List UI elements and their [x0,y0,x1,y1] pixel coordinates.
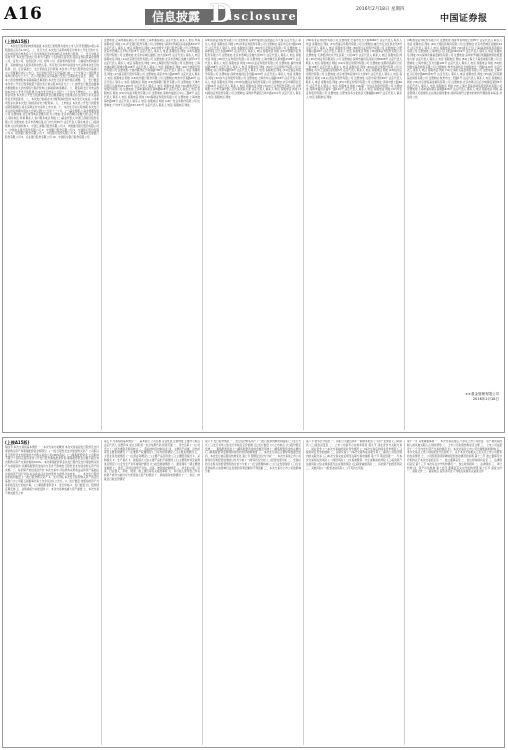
column-text: 第八节 财务会计信息 一、标的公司最近两年一期财务报表 (一)资产负债表 (二)利润表 (三)现金流量表 二、上市公司备考合并财务报表 第九节 同业竞争与关联交易 一、同业竞争 (一)本次交易前的同业竞争情况 (二)本次交易后的同业竞争情况 (三)避免同业竞争的措施 二、关联交易 (一)本次交易构成关联交易 (二)标的公司报告期内的关联交易 (三)本次交易完成后规范关联交易的措施 第十节 风险因素 一、与本次交易相关的风险 (一)审批风险 (二)交易被暂停、中止或取消的风险 (三)标的资产估值风险 (四)业绩承诺无法实现的风险 (五)商誉减值风险 二、标的资产的经营风险 三、其他风险 (一)股价波动风险 (二)不可抗力风险 [306,440,402,470]
upper-column-4 [306,39,402,429]
lower-announcement [2,437,505,748]
column-divider [202,440,203,745]
lower-column-3 [205,440,301,745]
lower-column-2 [104,440,200,745]
column-text: 第六节 发行股份情况 一、发行股份购买资产 (一)发行股票的种类和面值 (二)发行方式 (三)发行对象 (四)发行价格及定价依据 (五)发行数量 (六)上市地点 (七)股份锁定安排 二、募集配套资金 (一)募集配套资金的金额及用途 (二)募集配套资金的必要性 (三)募集配套资金管理和使用的内部控制制度 三、本次发行前后主要财务数据比较 四、本次发行前后股权结构变化 第七节 管理层讨论与分析 一、本次交易前上市公司财务状况和经营成果的讨论与分析 (一)财务状况分析 (二)经营成果分析 二、交易标的行业特点和经营情况的讨论与分析 (一)行业管理体制 (二)行业发展现状 (三)行业竞争格局 (四)影响行业发展的有利因素和不利因素 三、本次交易对上市公司的影响分析 [205,440,301,474]
column-divider [303,39,304,430]
masthead [0,0,508,30]
column-divider [101,440,102,745]
lower-column-5 [407,440,502,745]
column-text: 第五节 交易标的基本情况 一、基本信息 公司名称 企业性质 注册地址 主要办公地点 法定代表人 注册资本 成立日期 统一社会信用代码 经营范围 二、历史沿革 (一)公司设立 (二)历次增资及股权转让 三、股权结构及控制关系 四、主要资产权属、对外担保及主要负债情况 (一)主要资产权属情况 (二)对外担保情况 (三)主要负债情况 五、主营业务发展情况 (一)主营业务概况 (二)主要产品及用途 (三)主要经营模式 1、采购模式 2、生产模式 3、销售模式 (四)主要产品的产销情况 (五)主要原材料及能源供应情况 (六)安全生产及环境保护情况 (七)质量控制情况 六、最近两年一期主要财务数据 七、最近三年进行的资产评估、交易、增资或改制情况 八、涉及的立项、环保、行业准入、用地、规划、施工建设等有关报批事项 九、许可他人使用自己所有的资产或作为被许可方使用他人资产的情况 十、债权债务转移情况 十一、诉讼、仲裁及行政处罚情况 [104,440,200,481]
issue-date: 2016年2月18日 星期四 [356,7,405,12]
column-divider [404,39,405,430]
column-text: (36)东北证券股份有限公司 注册地址:长春市生态大街6666号 法定代表人 联系人 电话 客服电话 网址 (37)西南证券股份有限公司 注册地址:重庆市江北区桥北苑8号 法定代表人 联系人 电话 客服电话 网址 (38)国元证券股份有限公司 注册地址:合肥市梅山路18号 法定代表人 联系人 电话 客服电话 网址 (39)渤海证券股份有限公司 注册地址:天津经济技术开发区第二大街42号 法定代表人 联系人 电话 客服电话 网址 (40)长城证券有限责任公司 注册地址:深圳市福田区深南大道6008号 法定代表人 联系人 电话 客服电话 网址 (41)华西证券股份有限公司 注册地址:成都市高新区天府二街198号 法定代表人 联系人 电话 客服电话 网址 (42)东吴证券股份有限公司 注册地址:苏州工业园区星阳街5号 法定代表人 联系人 电话 客服电话 网址 (43)信达证券股份有限公司 注册地址:北京市西城区闹市口大街9号 法定代表人 联系人 电话 客服电话 网址 (44)山西证券股份有限公司 注册地址:太原市府西街69号 法定代表人 联系人 电话 客服电话 网址 (45)中泰证券股份有限公司 注册地址:济南市经七路86号 法定代表人 联系人 电话 客服电话 网址 (46)第一创业证券股份有限公司 注册地址:深圳市福田区福华一路115号 法定代表人 联系人 电话 客服电话 网址 (47)华安证券股份有限公司 注册地址:合肥市政务文化新区天鹅湖路198号 法定代表人 联系人 电话 客服电话 网址 [306,39,402,99]
column-text: 第四节 本次交易的基本情况 一、本次交易方案概述 本次交易包括发行股份及支付现金购买资产和募集配套资金两部分。(一)发行股份及支付现金购买资产 公司拟以发行股份及支付现金的方式购买标的公司100%股权。(二)募集配套资金 公司拟向不超过十名特定投资者非公开发行股份募集配套资金,募集配套资金总额不超过本次拟购买资产交易价格的100%。本次募集配套资金以发行股份及支付现金购买资产为前提条件,但募集配套资金成功与否并不影响发行股份及支付现金购买资产的实施。二、标的资产的估值及作价 本次交易中,评估机构采用收益法和资产基础法对标的资产进行评估,并以收益法评估结果作为最终评估结论。三、本次发行股份的价格和数量 (一)发行股份购买资产 1、发行价格 本次发行股份购买资产的定价基准日为公司第五届董事会第十次会议决议公告日。2、发行数量 按照标的资产交易价格及发行价格计算。(二)募集配套资金 1、发行价格 2、发行数量 四、股份锁定期安排 五、业绩承诺与补偿安排 六、本次交易构成重大资产重组 七、本次交易不构成借壳上市 [5,446,99,495]
announcement-signature [407,392,499,402]
column-heading: (上接A15版) [5,39,30,44]
upper-column-2 [104,39,200,429]
upper-announcement [2,36,505,433]
masthead-rule [2,29,506,30]
issuer-name: ××基金管理有限公司 [465,392,499,396]
column-divider [101,39,102,430]
column-text: (24)招商证券股份有限公司 注册地址:深圳市福田区益田路江苏大厦 法定代表人 联系人 电话 客服电话 网址 (25)华泰证券股份有限公司 注册地址:南京市江东中路228号 法定代表人 联系人 电话 客服电话 网址 (26)申万宏源证券有限公司 注册地址:上海市徐汇区长乐路989号 法定代表人 联系人 电话 客服电话 网址 (27)中国银河证券股份有限公司 注册地址:北京市西城区金融大街35号 法定代表人 联系人 电话 客服电话 网址 (28)光大证券股份有限公司 注册地址:上海市静安区新闸路1508号 法定代表人 联系人 电话 客服电话 网址 (29)兴业证券股份有限公司 注册地址:福州市湖东路268号 法定代表人 联系人 电话 客服电话 网址 (30)长江证券股份有限公司 注册地址:武汉市新华路特8号 法定代表人 联系人 电话 客服电话 网址 (31)安信证券股份有限公司 注册地址:深圳市福田区金田路4018号 法定代表人 联系人 电话 客服电话 网址 (32)东方证券股份有限公司 注册地址:上海市中山南路318号 法定代表人 联系人 电话 客服电话 网址 (33)中信建投证券股份有限公司 注册地址:北京市朝阳区安立路66号 法定代表人 联系人 电话 客服电话 网址 (34)方正证券股份有限公司 注册地址:长沙市芙蓉中路二段华侨国际大厦 法定代表人 联系人 电话 客服电话 网址 (35)国信证券股份有限公司 注册地址:深圳市罗湖区红岭中路1012号 法定代表人 联系人 电话 客服电话 网址 [205,39,301,99]
section-title-en: isclosure [228,10,298,23]
section-title-initial: D [210,0,232,28]
column-heading: (上接A15版) [5,440,30,445]
column-text: 第十一节 其他重要事项 一、本次交易完成后,不存在上市公司资金、资产被实际控制人或其他关联人占用的情形 二、上市公司负债结构是否合理 三、上市公司在最近十二个月内发生资产交易的情况 四、本次交易对上市公司治理机制的影响 五、本次交易后上市公司的现金分红政策 六、关于本次交易相关人员买卖上市公司股票的自查情况 七、公司股票连续停牌前股价波动情况的说明 第十二节 独立董事及中介机构关于本次交易的意见 一、独立董事意见 二、独立财务顾问意见 三、法律顾问意见 第十三节 本次有关中介机构情况 一、独立财务顾问 二、法律顾问 三、审计机构 四、资产评估机构 第十四节 董事及有关中介机构声明 第十五节 备查文件 一、备查文件 二、备查地点 投资者可在下列地点查阅有关备查文件 [407,440,502,474]
upper-column-3 [205,39,301,429]
upper-column-5 [407,39,502,379]
column-text: 一、本次发行股票的种类和面值 本次发行的股票为境内上市人民币普通股(A股),每股面值人民币1.00元。二、发行方式 本次发行采用向特定对象非公开发行的方式,在中国证监会核准后六个月内选择适当时机向特定对象发行股票。三、发行对象及认购方式 本次发行的发行对象为不超过十名的特定投资者,包括证券投资基金管理公司、证券公司、信托投资公司、财务公司、保险机构投资者、合格境外机构投资者、其他境内法人投资者和自然人等。所有发行对象均以现金方式认购本次发行的股票。四、定价基准日、发行价格及定价原则 本次非公开发行股票的定价基准日为公司董事会决议公告日。发行价格不低于定价基准日前二十个交易日公司股票交易均价的百分之九十。若公司股票在定价基准日至发行日期间发生派息、送股、资本公积金转增股本等除权除息事项的,本次发行底价将作相应调整。五、发行数量 本次非公开发行股票数量不超过发行前总股本的百分之二十,最终发行数量由董事会根据股东大会的授权与保荐机构(主承销商)协商确定。六、限售期 发行对象认购的本次非公开发行的股票,自本次发行结束之日起十二个月内不得转让。七、募集资金用途 本次非公开发行股票募集资金总额扣除发行费用后将全部用于补充流动资金及项目建设。八、本次发行前滚存未分配利润的安排 本次发行完成后,公司新老股东共享本次发行前的滚存未分配利润。九、上市地点 本次非公开发行的股票在限售期满后,将在深圳证券交易所上市交易。十、本次发行决议有效期 本次发行决议的有效期为股东大会审议通过之日起十二个月。(一)基金管理人:基金管理有限公司 注册地址:北京市西城区金融大街 办公地址:北京市西城区金融大街 法定代表人 联系电话 传真 联系人 客户服务电话 网址 (二)基金托管人:中国工商银行股份有限公司 注册地址:北京市西城区复兴门内大街55号 法定代表人 联系电话 (三)直销机构 (四)代销机构 1、中国工商银行股份有限公司 2、中国建设银行股份有限公司 3、中国农业银行股份有限公司 4、中国银行股份有限公司 5、交通银行股份有限公司 6、招商银行股份有限公司 7、中信银行股份有限公司 8、上海浦东发展银行股份有限公司 9、兴业银行股份有限公司 10、中国民生银行股份有限公司 [5,45,99,140]
newspaper-name: 中国证券报 [440,14,488,24]
page-number: A16 [4,4,43,24]
signature-date: 2016年2月18日 [472,397,499,401]
lower-column-4 [306,440,402,745]
column-divider [202,39,203,430]
upper-column-1 [5,39,99,429]
column-divider [303,440,304,745]
section-title-cn: 信息披露 [152,10,201,24]
column-divider [404,440,405,745]
column-text: 注册地址:上海市浦东新区 办公地址:上海市浦东新区 法定代表人 联系人 电话 传真 客服电话 网址 (11)平安银行股份有限公司 注册地址:深圳市罗湖区深南东路5047号 法定代表人 联系人 电话 客服电话 网址 (12)中国光大银行股份有限公司 注册地址:北京市西城区太平桥大街25号 法定代表人 联系人 电话 客服电话 网址 (13)华夏银行股份有限公司 注册地址:北京市东城区建国门内大街22号 法定代表人 联系人 电话 客服电话 网址 (14)北京银行股份有限公司 注册地址:北京市西城区金融大街甲17号 法定代表人 联系人 电话 客服电话 网址 (15)上海银行股份有限公司 注册地址:上海市浦东新区银城中路168号 法定代表人 联系人 电话 客服电话 网址 (16)宁波银行股份有限公司 注册地址:宁波市鄞州区宁南南路700号 法定代表人 联系人 电话 客服电话 网址 (17)南京银行股份有限公司 注册地址:南京市中山路288号 法定代表人 联系人 电话 客服电话 网址 (18)杭州银行股份有限公司 注册地址:杭州市庆春路46号 法定代表人 联系人 电话 客服电话 网址 (19)渤海银行股份有限公司 注册地址:天津市河西区马场道201-205号 法定代表人 联系人 电话 客服电话 网址 (20)国泰君安证券股份有限公司 注册地址:上海市浦东新区商城路618号 法定代表人 联系人 电话 客服电话 网址 (21)中信证券股份有限公司 注册地址:深圳市福田区中心三路8号 法定代表人 联系人 电话 客服电话 网址 (22)海通证券股份有限公司 注册地址:上海市淮海中路98号 法定代表人 联系人 电话 客服电话 网址 (23)广发证券股份有限公司 注册地址:广州市天河北路183-187号 法定代表人 联系人 电话 客服电话 网址 [104,39,200,107]
column-text: (48)国金证券股份有限公司 注册地址:成都市东城根上街95号 法定代表人 联系人 电话 客服电话 网址 (49)天相投资顾问有限公司 注册地址:北京市西城区金融街19号 法定代表人 联系人 电话 客服电话 网址 (50)诺亚正行(上海)基金销售投资顾问有限公司 注册地址:上海市虹口区飞虹路360弄9号 法定代表人 联系人 电话 客服电话 网址 (51)深圳众禄基金销售有限公司 注册地址:深圳市罗湖区梨园路物资控股置地大厦 法定代表人 联系人 电话 客服电话 网址 (52)上海天天基金销售有限公司 注册地址:上海市徐汇区龙田路190号 法定代表人 联系人 电话 客服电话 网址 (53)杭州数米基金销售有限公司 注册地址:杭州市余杭区仓前街道文一西路1218号 法定代表人 联系人 电话 客服电话 网址 (54)上海好买基金销售有限公司 注册地址:上海市虹口区场中路685弄37号 法定代表人 联系人 电话 客服电话 网址 (55)浙江同花顺基金销售有限公司 注册地址:杭州市文二西路1号 法定代表人 联系人 电话 客服电话 网址 (56)北京展恒基金销售有限公司 注册地址:北京市顺义区后沙峪镇安富街6号 法定代表人 联系人 电话 客服电话 网址 (57)上海长量基金销售投资顾问有限公司 注册地址:上海市浦东新区高翔路526号 法定代表人 联系人 电话 客服电话 网址 基金管理人可根据有关法律法规的要求,选择其他符合要求的机构代理销售本基金,并及时公告。 [407,39,502,99]
lower-column-1 [5,440,99,745]
